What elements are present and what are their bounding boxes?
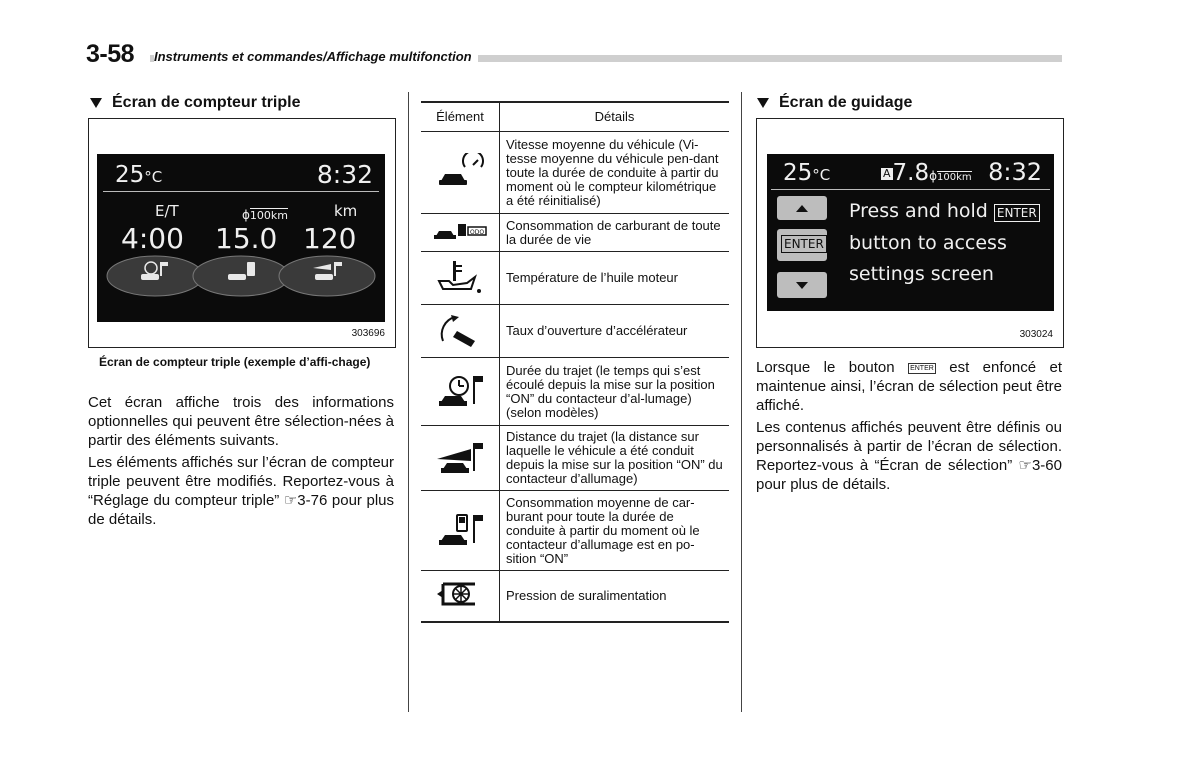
guidance-figure — [756, 118, 1064, 348]
throttle-opening-icon — [435, 311, 485, 349]
elements-table — [421, 101, 729, 623]
meter-label-2: ϕ100km — [242, 208, 289, 222]
table-row — [421, 132, 729, 214]
table-row — [421, 214, 729, 252]
paragraph: Les éléments affichés sur l’écran de compteur triple peuvent être modifiés. Reportez-vous à “Réglage du compteur triple” ☞3-76 pour plus de détails. — [88, 454, 394, 528]
arrow-up-icon — [777, 196, 827, 220]
meter-value-1: 4:00 — [121, 222, 184, 255]
enter-inline-label: ENTER — [994, 204, 1040, 222]
page-number: 3-58 — [86, 40, 135, 68]
guidance-screen — [767, 154, 1054, 311]
guidance-line-3: settings screen — [849, 263, 994, 285]
enter-key-icon: ENTER — [910, 364, 934, 372]
scroll-up-button[interactable] — [777, 196, 827, 220]
section-heading-triple-meter — [90, 94, 301, 112]
meter-value-2: 15.0 — [215, 222, 278, 255]
guidance-line-1: Press and hold ENTER — [849, 200, 1040, 222]
table-row — [421, 571, 729, 622]
detail-text: Vitesse moyenne du véhicule (Vi-tesse moyenne du véhicule pen-dant toute la durée de conduite à partir du moment où le compteur kilométrique a été réinitialisé) — [500, 132, 730, 214]
detail-text: Pression de suralimentation — [500, 571, 730, 622]
section-heading-text: Écran de guidage — [779, 94, 913, 111]
paragraph: Lorsque le bouton ENTER est enfoncé et maintenue ainsi, l’écran de sélection peut être affiché. — [756, 359, 1062, 414]
table-row — [421, 426, 729, 491]
detail-text: Consommation de carburant de toute la durée de vie — [500, 214, 730, 252]
figure-code: 303024 — [1019, 329, 1053, 340]
fuel-readout: A7.8ϕ100km — [883, 160, 972, 186]
trip-time-icon — [435, 372, 485, 408]
boost-pressure-icon — [435, 576, 485, 612]
clock-readout: 8:32 — [988, 158, 1042, 186]
average-fuel-consumption-icon — [435, 511, 485, 547]
table-row — [421, 358, 729, 426]
column-divider-left — [408, 92, 409, 712]
triple-meter-figure — [88, 118, 396, 348]
section-heading-guidance — [757, 94, 912, 112]
detail-text: Taux d’ouverture d’accélérateur — [500, 305, 730, 358]
figure-caption: Écran de compteur triple (exemple d’affi-chage) — [99, 355, 371, 369]
meter-value-3: 120 — [303, 222, 357, 255]
table-row — [421, 491, 729, 571]
lifetime-fuel-consumption-icon — [432, 220, 488, 242]
screen-divider — [771, 189, 1050, 190]
column-header-element: Élément — [421, 102, 500, 132]
triangle-bullet-icon — [90, 98, 102, 108]
trip-distance-icon — [435, 439, 485, 475]
column-header-details: Détails — [500, 102, 730, 132]
section-heading-text: Écran de compteur triple — [112, 94, 301, 111]
meter-label-3: km — [334, 202, 358, 220]
svg-text:ODO: ODO — [470, 229, 485, 236]
detail-text: Consommation moyenne de car-burant pour toute la durée de conduite à partir du moment où le contacteur d’allumage est en po-sition “ON” — [500, 491, 730, 571]
clock-readout: 8:32 — [316, 160, 373, 189]
guidance-line-2: button to access — [849, 232, 1007, 254]
right-body-text — [756, 358, 1062, 497]
meter-label-1: E/T — [155, 202, 179, 220]
detail-text: Distance du trajet (la distance sur laquelle le véhicule a été conduit depuis la mise sur la position “ON” du contacteur d’allumage) — [500, 426, 730, 491]
enter-button-label: ENTER — [781, 235, 827, 253]
table-row — [421, 252, 729, 305]
screen-divider — [103, 191, 379, 192]
triangle-bullet-icon — [757, 98, 769, 108]
meter-dials-graphic — [97, 254, 385, 322]
temperature-readout: 25°C — [783, 160, 831, 186]
scroll-down-button[interactable] — [777, 272, 827, 298]
average-speed-icon — [435, 153, 485, 189]
paragraph: Cet écran affiche trois des informations optionnelles qui peuvent être sélection-nées à partir des éléments suivants. — [88, 394, 394, 449]
left-body-text — [88, 393, 394, 532]
figure-code: 303696 — [351, 328, 385, 339]
triple-meter-screen — [97, 154, 385, 322]
detail-text: Température de l’huile moteur — [500, 252, 730, 305]
column-divider-right — [741, 92, 742, 712]
oil-temperature-icon — [435, 259, 485, 295]
temperature-readout: 25°C — [115, 162, 163, 188]
page-header-title: Instruments et commandes/Affichage multifonction — [154, 49, 478, 64]
paragraph: Les contenus affichés peuvent être définis ou personnalisés à partir de l’écran de sélection. Reportez-vous à “Écran de sélection” ☞3-60 pour plus de détails. — [756, 419, 1062, 493]
arrow-down-icon — [777, 272, 827, 298]
enter-button[interactable] — [777, 229, 827, 261]
detail-text: Durée du trajet (le temps qui s’est écoulé depuis la mise sur la position “ON” du contacteur d’al-lumage) (selon modèles) — [500, 358, 730, 426]
table-row — [421, 305, 729, 358]
table-header-row — [421, 102, 729, 132]
